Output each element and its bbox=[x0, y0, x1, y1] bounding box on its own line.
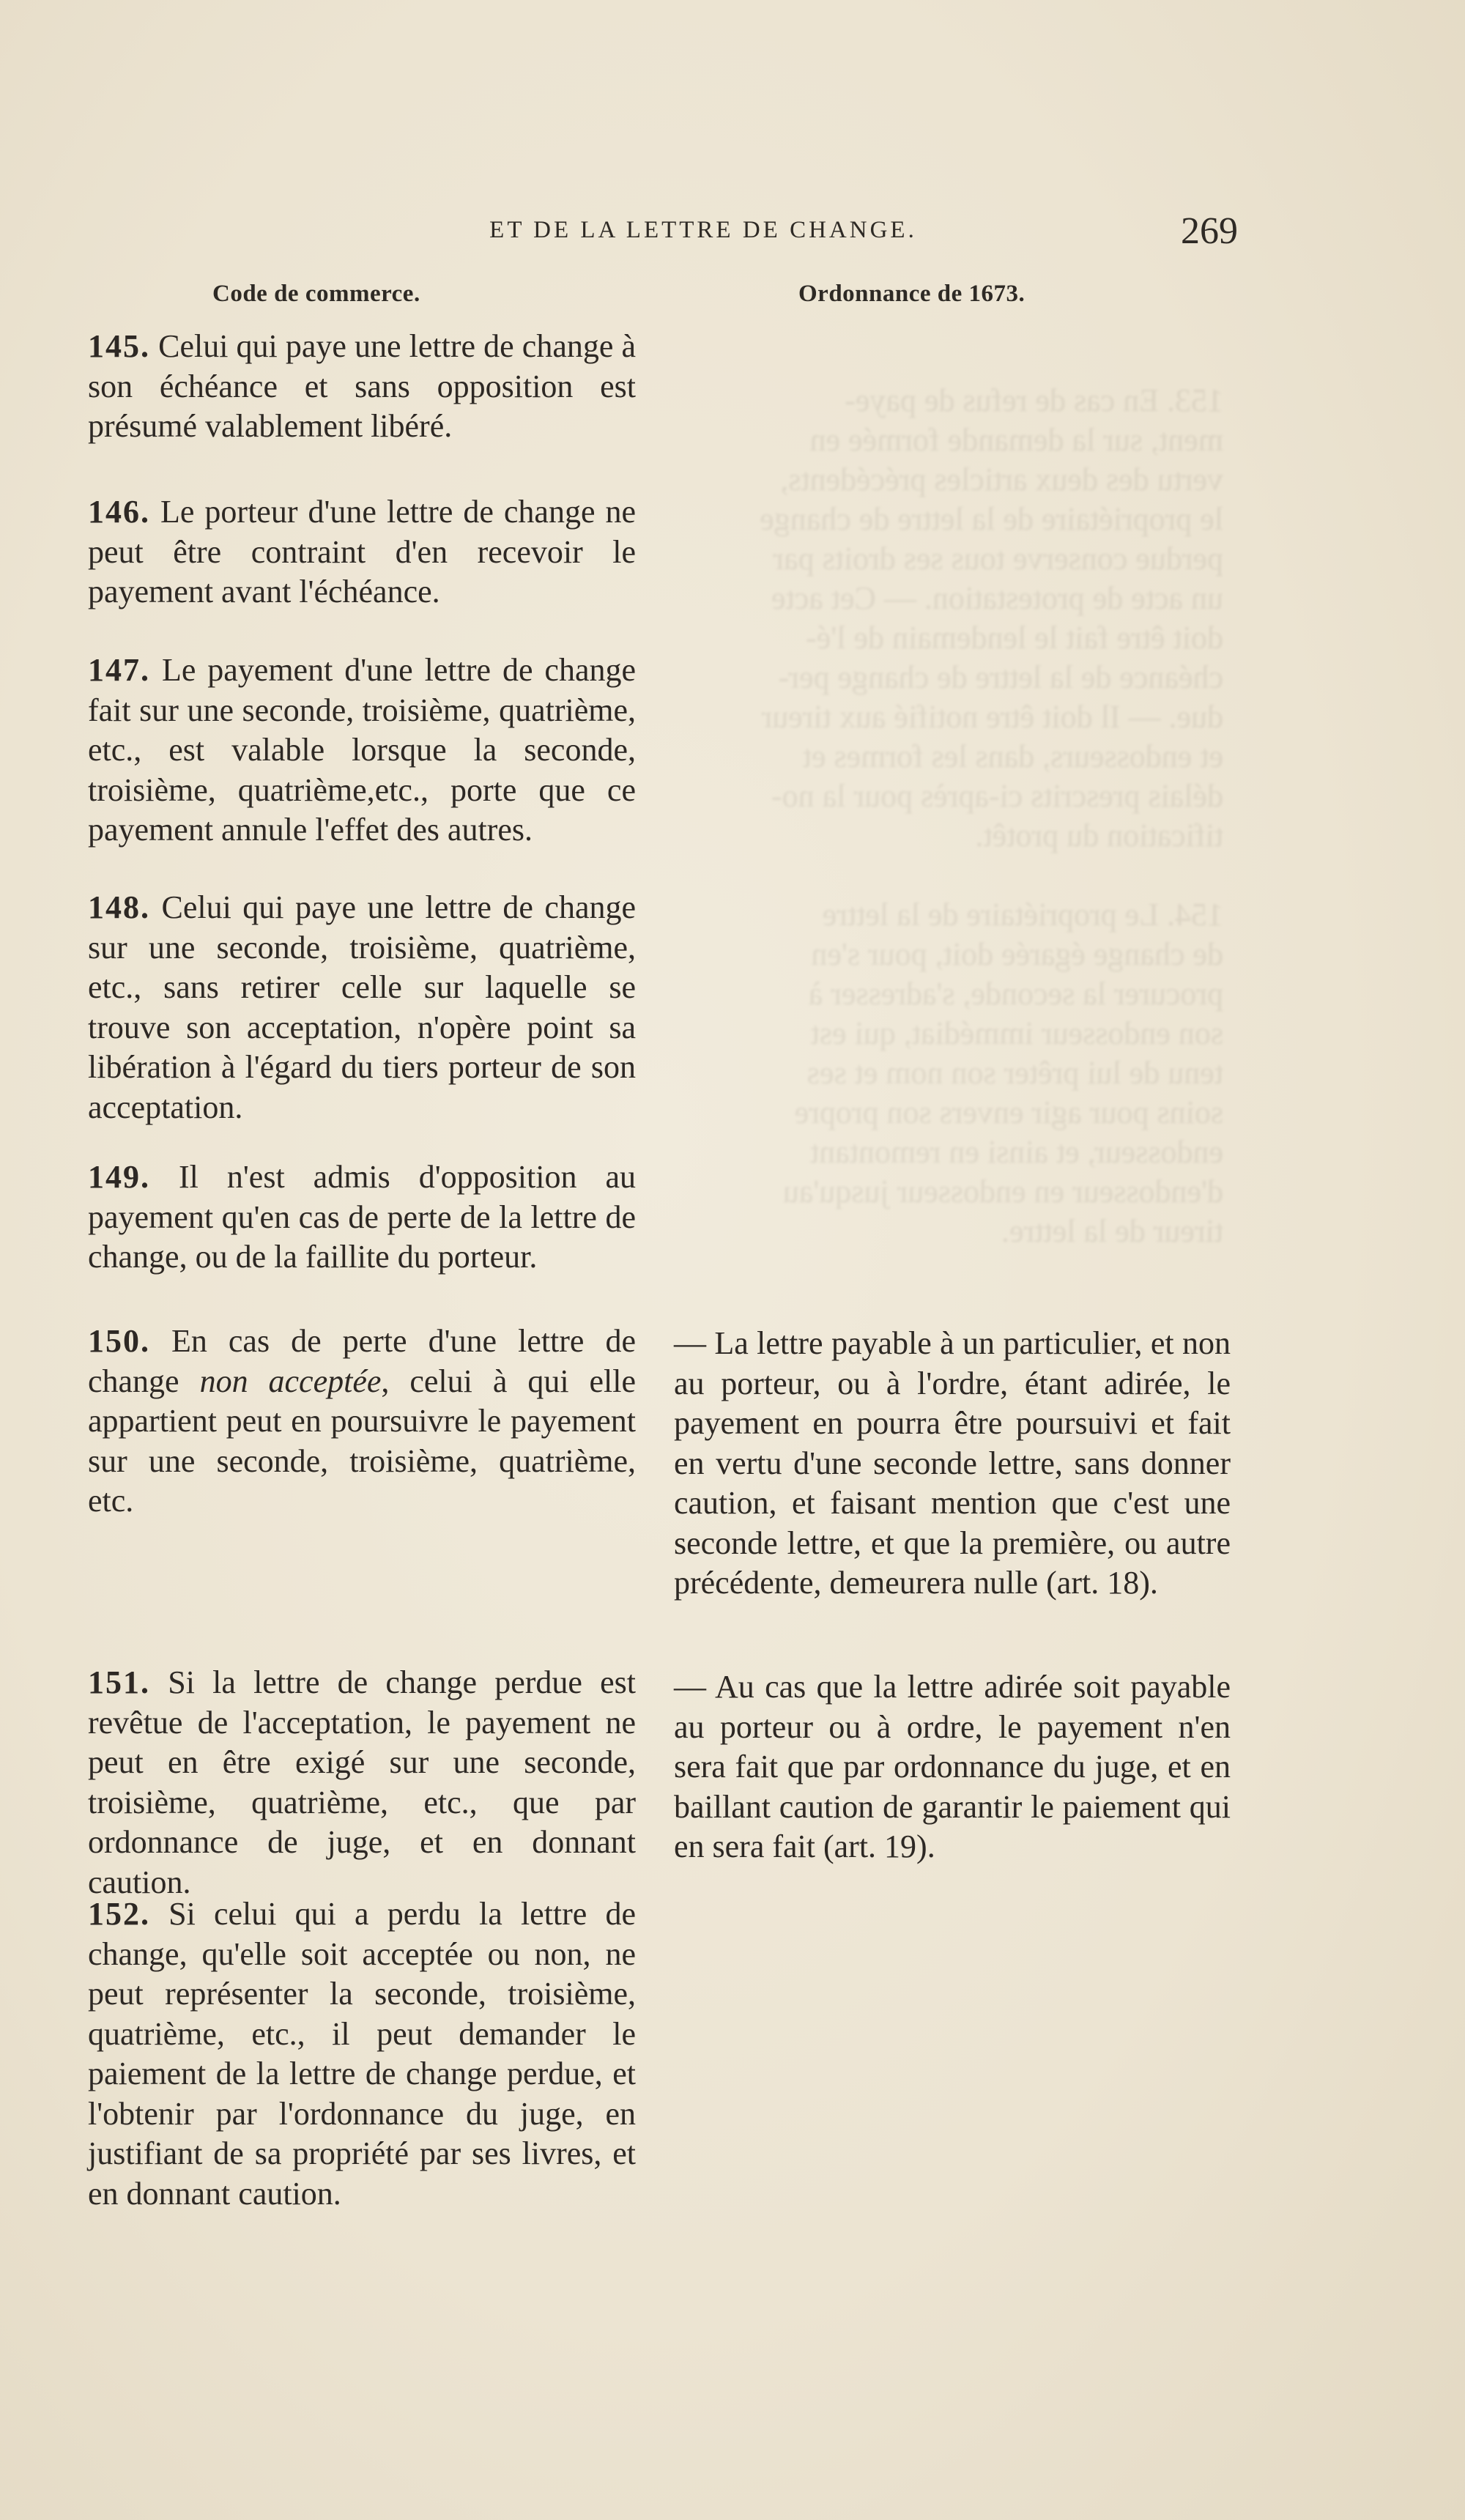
article-152 bbox=[88, 1894, 636, 2214]
article-number: 148. bbox=[88, 889, 150, 925]
ordonnance-article-19 bbox=[674, 1667, 1231, 1867]
article-text: — Au cas que la lettre adirée soit payable au porteur ou à ordre, le payement n'en sera fait que par ordonnance du juge, et en baillant caution de garantir le paiement qui en sera fait (art. 19). bbox=[674, 1669, 1231, 1864]
article-number: 150. bbox=[88, 1323, 150, 1359]
article-146 bbox=[88, 492, 636, 612]
article-147 bbox=[88, 651, 636, 850]
article-text: , celui à qui elle appartient peut en poursuivre le payement sur une seconde, troisième, quatrième, etc. bbox=[88, 1363, 637, 1519]
article-text: Si la lettre de change perdue est revêtue de l'acceptation, le payement ne peut en être exigé sur une seconde, troisième, quatrième, etc., que par ordonnance de juge, et en donnant caution. bbox=[88, 1664, 637, 1900]
right-column-heading: Ordonnance de 1673. bbox=[798, 281, 1026, 307]
article-number: 149. bbox=[88, 1159, 150, 1195]
article-149 bbox=[88, 1157, 636, 1278]
ordonnance-article-18 bbox=[674, 1324, 1231, 1604]
article-number: 145. bbox=[88, 328, 150, 364]
page-number: 269 bbox=[1181, 210, 1238, 252]
left-column-heading: Code de commerce. bbox=[212, 281, 420, 307]
article-text: Le payement d'une lettre de change fait sur une seconde, troisième, quatrième, etc., est valable lorsque la seconde, troisième, quatrième,etc., porte que ce payement annule l'effet des autres. bbox=[88, 652, 637, 848]
article-150 bbox=[88, 1322, 636, 1522]
article-145 bbox=[88, 327, 636, 447]
article-text: — La lettre payable à un particulier, et non au porteur, ou à l'ordre, étant adirée, le payement en pourra être poursuivi et fait en vertu d'une seconde lettre, sans donner caution, et faisant mention que c'est une seconde lettre, et que la première, ou autre précédente, demeurera nulle (art. 18). bbox=[674, 1325, 1231, 1601]
article-number: 146. bbox=[88, 494, 150, 530]
article-151 bbox=[88, 1663, 636, 1902]
running-title: ET DE LA LETTRE DE CHANGE. bbox=[489, 217, 917, 243]
article-number: 152. bbox=[88, 1896, 150, 1932]
reverse-page-bleed-through: 153. En cas de refus de paye- ment, sur la demande formée en vertu des deux articles précédents, le propriétaire de la lettre de change perdue conserve tous ses droits par un acte de protestation. — Cet acte doit être fait le lendemain de l'é- chéance de la lettre de change per- due. — Il doit être notifié aux tireur et endosseurs, dans les formes et délais prescrits ci-après pour la no- tification du protêt. 154. Le propriétaire de la lettre de change égarée doit, pour s'en procurer la seconde, s'adresser à son endosseur immédiat, qui est tenu de lui prêter son nom et ses soins pour agir envers son propre endosseur, et ainsi en remontant d'endosseur en endosseur jusqu'au tireur de la lettre. bbox=[760, 382, 1223, 1249]
article-text: En cas de perte d'une lettre de change bbox=[88, 1323, 636, 1399]
article-text: Si celui qui a perdu la lettre de change, qu'elle soit acceptée ou non, ne peut représenter la seconde, troisième, quatrième, etc., il peut demander le paiement de la lettre de change perdue, et l'obtenir par l'ordonnance du juge, en justifiant de sa propriété par ses livres, et en donnant caution. bbox=[88, 1896, 637, 2212]
article-number: 147. bbox=[88, 652, 150, 688]
article-number: 151. bbox=[88, 1664, 150, 1700]
article-148 bbox=[88, 888, 636, 1127]
article-text: Celui qui paye une lettre de change sur une seconde, troisième, quatrième, etc., sans retirer celle sur laquelle se trouve son acceptation, n'opère point sa libération à l'égard du tiers porteur de son acceptation. bbox=[88, 889, 637, 1125]
article-text: Le porteur d'une lettre de change ne peut être contraint d'en recevoir le payement avant l'échéance. bbox=[88, 494, 637, 609]
article-text: Il n'est admis d'opposition au payement qu'en cas de perte de la lettre de change, ou de la faillite du porteur. bbox=[88, 1159, 636, 1275]
article-text-italic: non acceptée bbox=[199, 1363, 382, 1399]
article-text: Celui qui paye une lettre de change à son échéance et sans opposition est présumé valablement libéré. bbox=[88, 328, 637, 444]
